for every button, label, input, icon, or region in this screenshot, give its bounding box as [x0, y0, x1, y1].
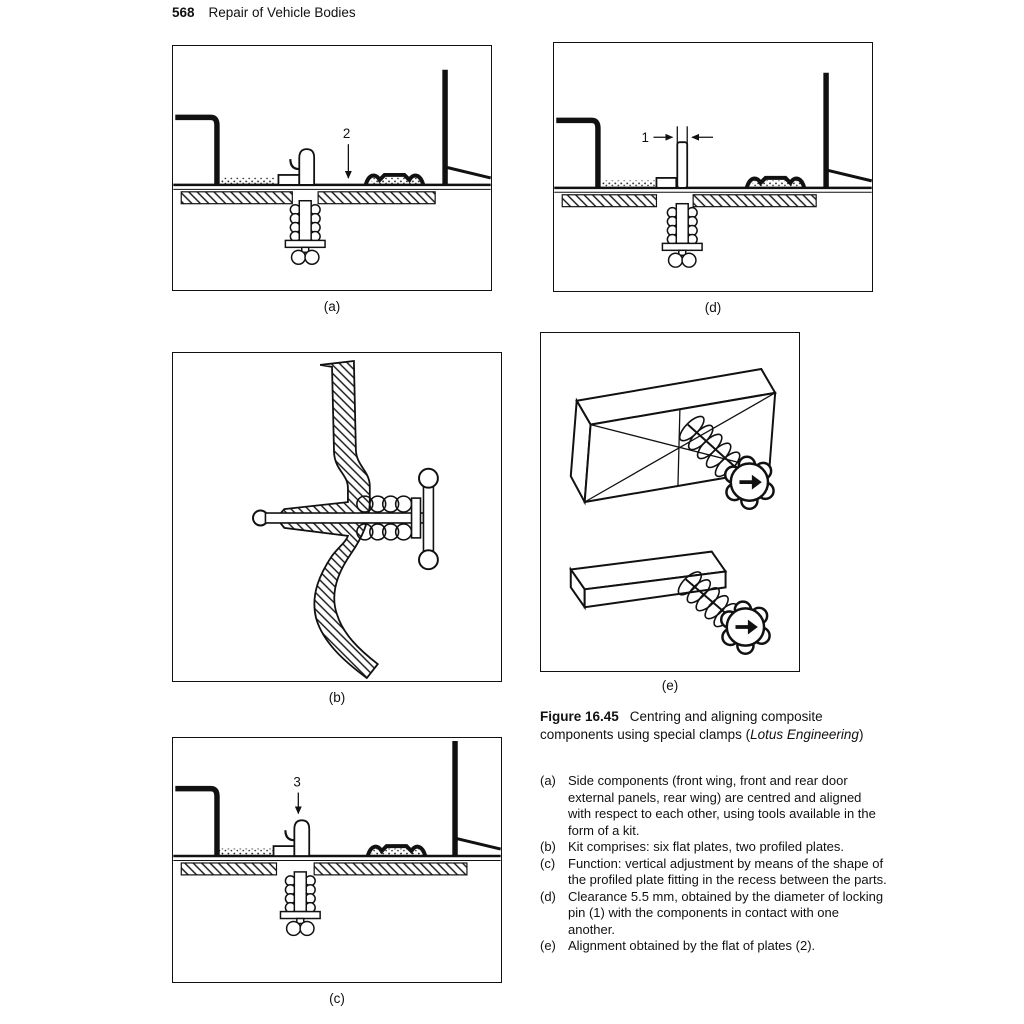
note-text: Alignment obtained by the flat of plates (2).	[568, 938, 816, 953]
clamp-spring-assembly	[285, 201, 325, 264]
locating-ball-top	[419, 469, 438, 488]
note-item-b	[540, 839, 888, 856]
flat-plate-section	[181, 192, 292, 204]
clearance-dimension	[642, 126, 713, 148]
diagram-e-clamp-kit	[541, 333, 799, 671]
figure-caption	[540, 708, 872, 744]
callout-3-label: 3	[293, 774, 301, 790]
clamp-hook-pin	[274, 820, 310, 856]
note-key: (b)	[540, 839, 556, 854]
note-key: (d)	[540, 888, 556, 904]
adhesive-stipple	[219, 849, 275, 856]
locking-pin	[656, 142, 687, 188]
adhesive-stipple	[602, 180, 656, 187]
right-panel-section	[826, 73, 872, 188]
note-item-a	[540, 773, 888, 839]
diagram-c-frame	[172, 737, 502, 983]
note-text: Kit comprises: six flat plates, two profiled plates.	[568, 839, 845, 854]
panel-label-c: (c)	[329, 991, 345, 1006]
locating-ball-bottom	[419, 550, 438, 569]
flat-plate-section	[693, 195, 816, 207]
callout-2-label: 2	[342, 126, 351, 142]
caption-body: Centring and aligning composite components using special clamps (	[540, 709, 823, 742]
washer-plate	[412, 498, 421, 538]
note-text: Side components (front wing, front and rear door external panels, rear wing) are centred and aligned with respect to each other, using tools available in the form of a kit.	[568, 773, 876, 838]
note-text: Function: vertical adjustment by means of the shape of the profiled plate fitting in the recess between the parts.	[568, 855, 887, 887]
panel-surface	[173, 185, 490, 189]
diagram-b-frame	[172, 352, 502, 682]
left-panel-section	[175, 117, 217, 184]
flat-plate-section	[314, 863, 467, 875]
note-key: (a)	[540, 773, 556, 788]
panel-surface	[173, 856, 500, 860]
note-key: (c)	[540, 855, 556, 871]
right-panel-section	[455, 741, 501, 856]
page-title: Repair of Vehicle Bodies	[208, 5, 356, 20]
ball-bracket	[423, 486, 433, 552]
panel-label-e: (e)	[661, 678, 679, 693]
note-item-c	[540, 856, 888, 889]
panel-surface	[554, 188, 871, 192]
diagram-e-frame	[540, 332, 800, 672]
figure-number: Figure 16.45	[540, 709, 619, 724]
figure-notes	[540, 773, 888, 955]
note-text: Clearance 5.5 mm, obtained by the diameter of locking pin (1) with the components in contact with one another.	[568, 888, 884, 937]
clamp-spring-assembly	[280, 872, 320, 935]
callout-1-label: 1	[641, 130, 650, 146]
adhesive-stipple	[221, 177, 275, 184]
note-item-d	[540, 889, 888, 939]
diagram-a-cross-section	[173, 46, 491, 290]
flat-plate-section	[562, 195, 656, 207]
flat-plate-section	[318, 192, 435, 204]
diagram-d-cross-section	[554, 43, 872, 291]
diagram-b-profiled-plate	[173, 353, 501, 681]
note-item-e	[540, 938, 888, 955]
panel-label-b: (b)	[328, 690, 346, 705]
panel-label-d: (d)	[704, 300, 722, 315]
right-panel-section	[445, 70, 491, 185]
left-panel-section	[556, 120, 598, 187]
page-number: 568	[172, 5, 195, 20]
clamp-rod	[265, 513, 423, 523]
clamp-spring-assembly	[662, 204, 702, 267]
diagram-a-frame	[172, 45, 492, 291]
page-header	[172, 5, 356, 20]
flat-plate-section	[181, 863, 276, 875]
diagram-d-frame	[553, 42, 873, 292]
note-key: (e)	[540, 938, 556, 953]
clamp-hook-pin	[278, 149, 314, 185]
caption-suffix: )	[858, 726, 864, 742]
star-knob-with-arrow	[721, 602, 769, 654]
flat-plate-3d	[571, 552, 726, 608]
panel-label-a: (a)	[323, 299, 341, 314]
caption-source: Lotus Engineering	[750, 726, 859, 742]
left-panel-section	[175, 789, 217, 856]
diagram-c-cross-section	[173, 738, 501, 982]
